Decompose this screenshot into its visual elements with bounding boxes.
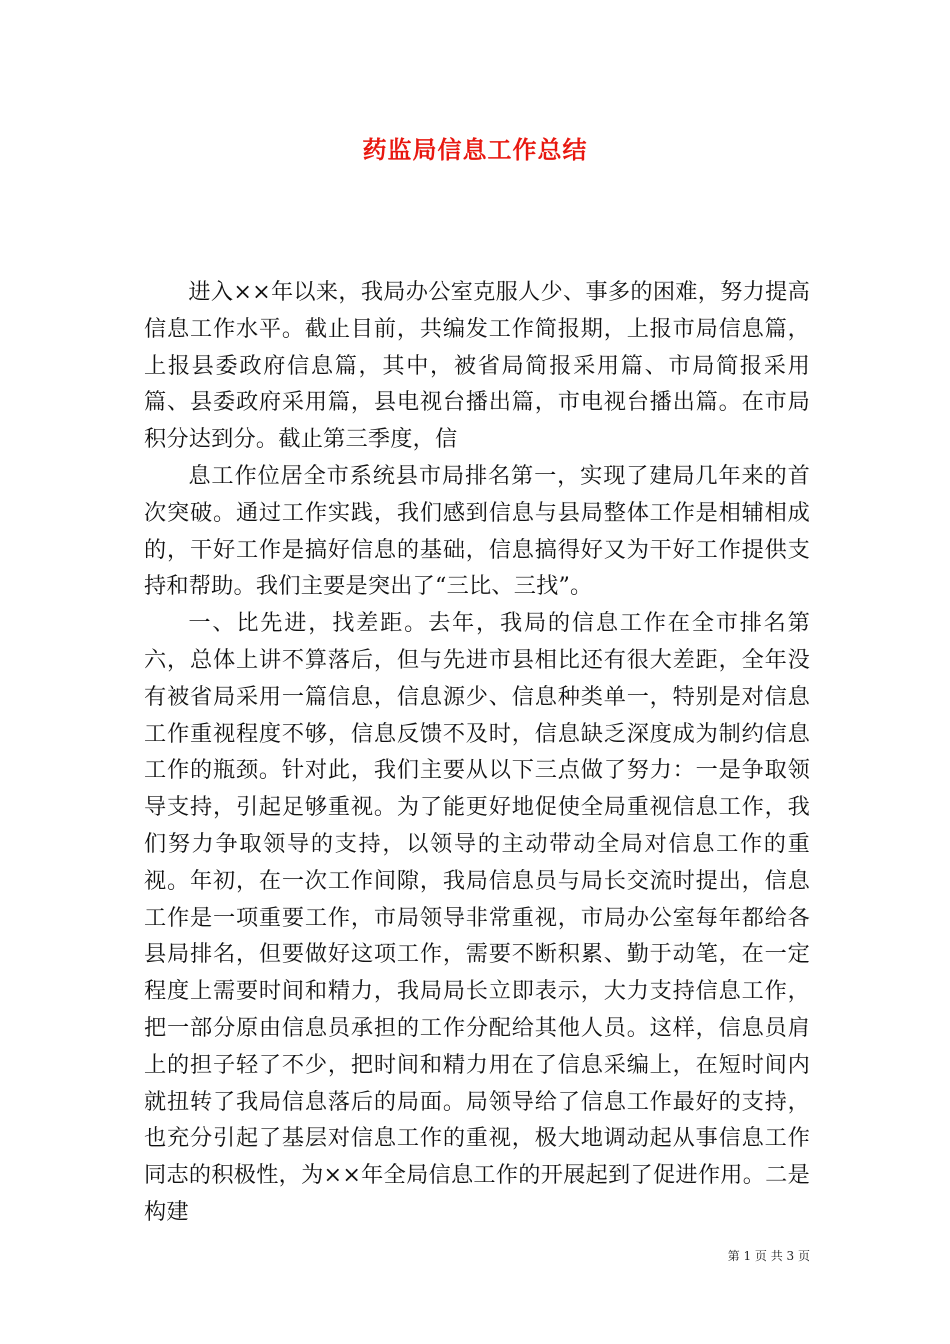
page-number-footer: 第 1 页 共 3 页	[727, 1249, 810, 1263]
document-title: 药监局信息工作总结	[362, 135, 588, 164]
document-body	[144, 274, 810, 1231]
body-paragraph-3: 一、比先进，找差距。去年，我局的信息工作在全市排名第六，总体上讲不算落后，但与先进市县相比还有很大差距，全年没有被省局采用一篇信息，信息源少、信息种类单一，特别是对信息工作重视程度不够，信息反馈不及时，信息缺乏深度成为制约信息工作的瓶颈。针对此，我们主要从以下三点做了努力：一是争取领导支持，引起足够重视。为了能更好地促使全局重视信息工作，我们努力争取领导的支持，以领导的主动带动全局对信息工作的重视。年初，在一次工作间隙，我局信息员与局长交流时提出，信息工作是一项重要工作，市局领导非常重视，市局办公室每年都给各县局排名，但要做好这项工作，需要不断积累、勤于动笔，在一定程度上需要时间和精力，我局局长立即表示，大力支持信息工作，把一部分原由信息员承担的工作分配给其他人员。这样，信息员肩上的担子轻了不少，把时间和精力用在了信息采编上，在短时间内就扭转了我局信息落后的局面。局领导给了信息工作最好的支持，也充分引起了基层对信息工作的重视，极大地调动起从事信息工作同志的积极性，为××年全局信息工作的开展起到了促进作用。二是构建	[144, 610, 810, 1225]
body-paragraph-1: 进入××年以来，我局办公室克服人少、事多的困难，努力提高信息工作水平。截止目前，共编发工作简报期，上报市局信息篇，上报县委政府信息篇，其中，被省局简报采用篇、市局简报采用篇、县委政府采用篇，县电视台播出篇，市电视台播出篇。在市局积分达到分。截止第三季度，信	[144, 279, 810, 453]
body-paragraph-2: 息工作位居全市系统县市局排名第一，实现了建局几年来的首次突破。通过工作实践，我们感到信息与县局整体工作是相辅相成的，干好工作是搞好信息的基础，信息搞得好又为干好工作提供支持和帮助。我们主要是突出了“三比、三找”。	[144, 462, 810, 600]
